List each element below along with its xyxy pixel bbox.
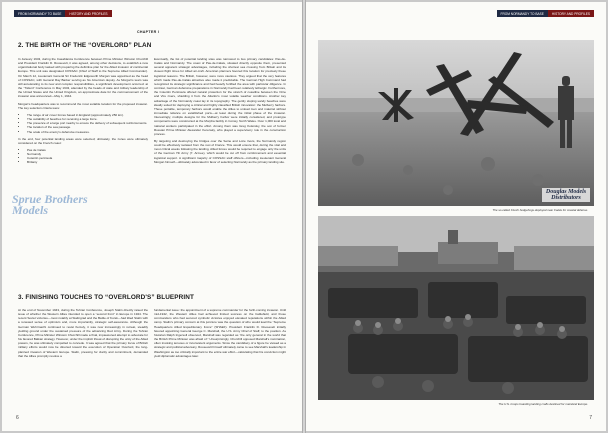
paragraph: Eventually, the list of potential landing sites was narrowed to two primary candidates: Pas-de-Calais and Normandy. The coast of Pas-de-Calais, situated directly opposite them, presented several apparent strategic advantages, including the shortest sea crossing from Britain and its closest flight times for Allied air-craft. American planners favored this location for precisely these logistical reasons. The British, however, were more cautious. They argued that the very features which made Pas-de-Calais attractive also made it predictable. The German High Command had recognized its strategic significance and had heavily fortified the area with particular diligence. In contrast, German defensive preparations in Normandy had been relatively lethargic. Furthermore, the Cotentin Peninsula offered natural protection for the stretch of coastline between the Orne and Vire rivers, shielding it from the Atlantic's most volatile weather conditions. Another key advantage of the Normandy coast lay in its topography. The gently sloping sandy beaches were ideally suited for deploying a critical and highly classified British innovation: the Mulberry harbors. These portable, temporary harbors would enable the Allies to unload men and matériel without immediate reliance on established ports—at least during the initial phase of the invasion. Interestingly, multiple designs for the Mulberry harbor were initially considered, and prototype components were constructed at the Morpha facility in Conwy, North Wales. Over 1,000 local and national workers participated in the effort. Among them was Greg Kolensky, the son of former Russian Prime Minister Alexander Kerensky, who played a supervisory role in the construction process. <box>154 57 286 136</box>
right-header-title: HISTORY AND PROFILES <box>548 10 594 17</box>
left-header-title: HISTORY AND PROFILES <box>65 10 111 17</box>
section-2-title: 2. THE BIRTH OF THE “OVERLORD” PLAN <box>18 42 152 49</box>
landing-crafts-illustration <box>318 216 594 400</box>
paragraph: In the end, four potential landing areas were selected; ultimately, the zones were ultimately considered on the French coast: <box>18 136 148 145</box>
list-item: • The range of air cover forces based in England (approximately 250 km). <box>27 113 148 117</box>
photo-landing-crafts <box>318 216 594 400</box>
photo-czech-hedgehogs <box>318 40 594 206</box>
right-header-series: FROM NORMANDY TO BASE <box>497 10 548 17</box>
section-2-column-1 <box>18 57 148 168</box>
list-item: • Cotentin peninsula <box>27 156 148 160</box>
watermark-text: Sprue Brothers Models <box>12 192 88 217</box>
zones-list <box>18 148 148 165</box>
paragraph: Morgan's headquarters was to recommend the most suitable location for the proposed invasion. The key selection criteria were: <box>18 101 148 110</box>
hedgehogs-illustration <box>318 40 594 206</box>
page-number-right: 7 <box>589 415 592 421</box>
left-running-header <box>14 10 112 17</box>
list-item: • The scale of the enemy's defensive measures. <box>27 130 148 134</box>
left-page <box>2 2 302 431</box>
list-item: • Normandy <box>27 152 148 156</box>
right-page <box>306 2 606 431</box>
paragraph: In January 1943, during the Casablanca Conference between Prime Minister Winston Churchill and President Franklin D. Roosevelt, it was agreed, among other decisions, to establish a new organizational body tasked with preparing the definitive plan for the Allied invasion of continental Europe. This unit was designated COSSAC (Chief of Staff to the Supreme Allied Commander). On March 12, Lieutenant General Sir Frederick Edgeworth Morgan was appointed as the head of COSSAC, with General Ray Barker serving as his American deputy. As Morgan's team was still accelerating to its new and complex responsibilities, a significant development occurred: at the “Trident” Conference in May 1943, attended by the heads of state and military leadership of the United States and the United Kingdom, an approximate date for the commencement of the invasion was announced—May 1, 1944. <box>18 57 148 99</box>
watermark-distributor: Douglas Models Distributors <box>542 188 590 202</box>
list-item: • The suitability of beaches for receiving a large force. <box>27 117 148 121</box>
paragraph: At the end of November 1943, during the Tehran Conference, Joseph Stalin directly raised the issue of whether the Western Allies intended to open a “second front” in Europe in 1944. The recent Soviet victories—most notably at Stalingrad and the Battle of Kursk—had tilted Stalin with a renewed sense of optimism and, more importantly, strategic self-assurance. Although the German Wehrmacht continued to resist fiercely, it was now increasingly in retreat, steadily yielding ground under the sustained pressure of the advancing Red Army. During the Tehran Conference, Prime Minister Winston Churchill made a final, impassioned attempt to advocate for his favored Balkan strategy. However, under the implicit threat of disrupting the unity of the Allied powers, he was ultimately compelled to concede. It was agreed that the primary focus of British military efforts would now be directed toward the execution of Operation Overlord, the long-planned invasion of Western Europe. Stalin, pressing for clarity and commitment, demanded that the Allies promptly resolve a <box>18 308 148 358</box>
list-item: • The presence of a large port nearby to ensure the delivery of subsequent reinforcements. <box>27 121 148 125</box>
watermark-logo <box>12 194 92 216</box>
paragraph: By targeting and destroying the bridges over the Seine and Loire rivers, the Normandy region could be effectively isolated from the rest of France. This would ensure that, during the vital and most critical weeks following the landing, Allied forces would be required to engage only the units of the German 7th Army (7. Armee), which would be cut off from reinforcement and essential logistical support. A significant majority of COSSAC staff officers—including Lieutenant General Morgan himself—ultimately advocated in favor of selecting Normandy as the primary landing site. <box>154 138 286 164</box>
list-item: • Brittany <box>27 160 148 164</box>
list-item: • Pas de Calais <box>27 148 148 152</box>
chapter-label: CHAPTER I <box>137 30 160 34</box>
section-2-column-2 <box>154 57 286 167</box>
list-item: • The location of the sea passage. <box>27 125 148 129</box>
page-number-left: 6 <box>16 415 19 421</box>
right-running-header <box>497 10 595 17</box>
section-3-title: 3. FINISHING TOUCHES TO “OVERLORD'S” BLUEPRINT <box>18 294 194 301</box>
section-3-column-1 <box>18 308 148 416</box>
section-3-column-2 <box>154 308 286 416</box>
paragraph: fundamental issue: the appointment of a supreme commander for the forth-coming invasion. Until mid-1942, the Western Allies had achieved limited success on the battlefield, and those commanders who had secured symbolic victories enjoyed elevated reputations within the Allied camp. Stalin's primary concern at this juncture was the question of who would lead the “Supreme Headquarters Allied Expeditionary Force” (SHAEF). President Franklin D. Roosevelt initially favored appointing General George C. Marshall, the U.S. Army Chief of Staff, to the position. As historian Ralph Ingersoll observed, Marshall was regarded as “the only general in the world that the British Prime Minister was afraid of.” Unsurprisingly, Churchill opposed Marshall's nomination, often invoking tenuous or inconsistent arguments. Since the candidacy of a figure he viewed as a strategic and political adversary, Roosevelt himself ultimately came to see Marshall's leadership in Washington as too critically important to the entire war effort—calculating that his conviction might yield diplomatic advantages later. <box>154 308 286 358</box>
criteria-list <box>18 113 148 134</box>
photo-bottom-caption: The U.S. troops boarding landing crafts destined for mainland Europe. <box>498 402 588 406</box>
left-header-series: FROM NORMANDY TO BASE <box>14 10 65 17</box>
photo-top-caption: The so-called Czech hedgehogs deployed near Calais for coastal defense. <box>492 208 588 212</box>
